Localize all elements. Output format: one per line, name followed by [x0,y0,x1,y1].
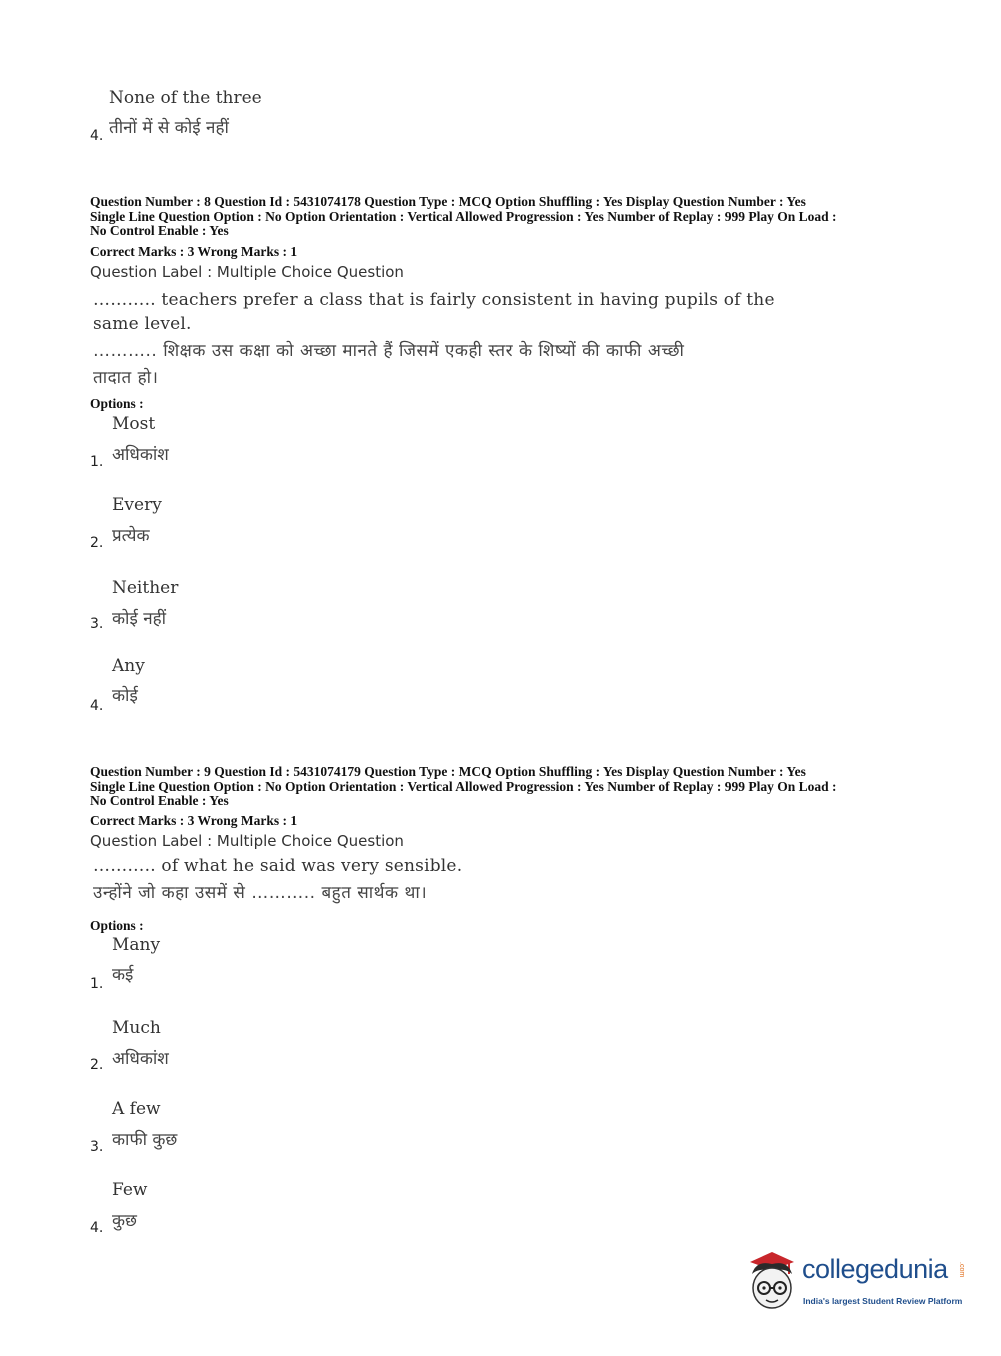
option-2-english: Every [112,495,162,515]
prev-option-4-english: None of the three [109,88,262,108]
option-1-english: Many [112,935,161,955]
question-meta [90,765,920,809]
meta-line-3: No Control Enable : Yes [90,223,229,238]
option-3-hindi: काफी कुछ [112,1130,178,1150]
option-1-hindi: अधिकांश [112,445,169,465]
option-4-hindi: कोई [112,686,138,706]
options-heading: Options : [90,396,144,411]
meta-line-1: Question Number : 9 Question Id : 5431074179 Question Type : MCQ Option Shuffling : Yes Display Question Number : Yes [90,764,806,779]
option-2-hindi: प्रत्येक [112,526,150,546]
option-2-number: 2. [90,1057,104,1073]
question-stem-english-1: ……….. of what he said was very sensible. [93,856,463,876]
meta-line-1: Question Number : 8 Question Id : 5431074178 Question Type : MCQ Option Shuffling : Yes Display Question Number : Yes [90,194,806,209]
option-2-english: Much [112,1018,161,1038]
option-4-hindi: कुछ [112,1211,137,1231]
option-3-number: 3. [90,1139,104,1155]
question-stem-english-1: ……….. teachers prefer a class that is fairly consistent in having pupils of the [93,290,775,310]
option-2-number: 2. [90,535,104,551]
prev-option-4-number: 4. [90,128,104,144]
question-meta [90,195,920,239]
option-3-english: Neither [112,578,179,598]
mascot-icon [742,1248,800,1314]
question-label: Question Label : Multiple Choice Question [90,832,404,850]
option-4-english: Any [112,656,145,676]
logo-tagline: India's largest Student Review Platform [803,1296,963,1306]
meta-line-3: No Control Enable : Yes [90,793,229,808]
meta-line-2: Single Line Question Option : No Option Orientation : Vertical Allowed Progression : Yes Number of Replay : 999 Play On Load : [90,208,837,224]
option-3-number: 3. [90,616,104,632]
option-1-english: Most [112,414,156,434]
option-1-hindi: कई [112,965,134,985]
question-stem-hindi-2: तादात हो। [93,368,159,388]
options-heading: Options : [90,918,144,933]
option-1-number: 1. [90,976,104,992]
marks-line: Correct Marks : 3 Wrong Marks : 1 [90,244,298,259]
prev-option-4-hindi: तीनों में से कोई नहीं [109,118,229,138]
option-2-hindi: अधिकांश [112,1049,169,1069]
logo-suffix: .com [958,1262,965,1278]
option-4-number: 4. [90,698,104,714]
logo-wordmark: collegedunia [802,1254,948,1284]
option-4-english: Few [112,1180,148,1200]
question-stem-hindi-1: उन्होंने जो कहा उसमें से ……….. बहुत सार्थक था। [93,883,428,903]
question-stem-hindi-1: ……….. शिक्षक उस कक्षा को अच्छा मानते हैं जिसमें एकही स्तर के शिष्यों की काफी अच्छी [93,341,685,361]
option-4-number: 4. [90,1220,104,1236]
option-1-number: 1. [90,454,104,470]
question-stem-english-2: same level. [93,314,192,334]
meta-line-2: Single Line Question Option : No Option Orientation : Vertical Allowed Progression : Yes Number of Replay : 999 Play On Load : [90,778,837,794]
option-3-hindi: कोई नहीं [112,609,167,629]
question-label: Question Label : Multiple Choice Question [90,263,404,281]
marks-line: Correct Marks : 3 Wrong Marks : 1 [90,813,298,828]
collegedunia-logo [742,1248,972,1318]
option-3-english: A few [112,1099,161,1119]
